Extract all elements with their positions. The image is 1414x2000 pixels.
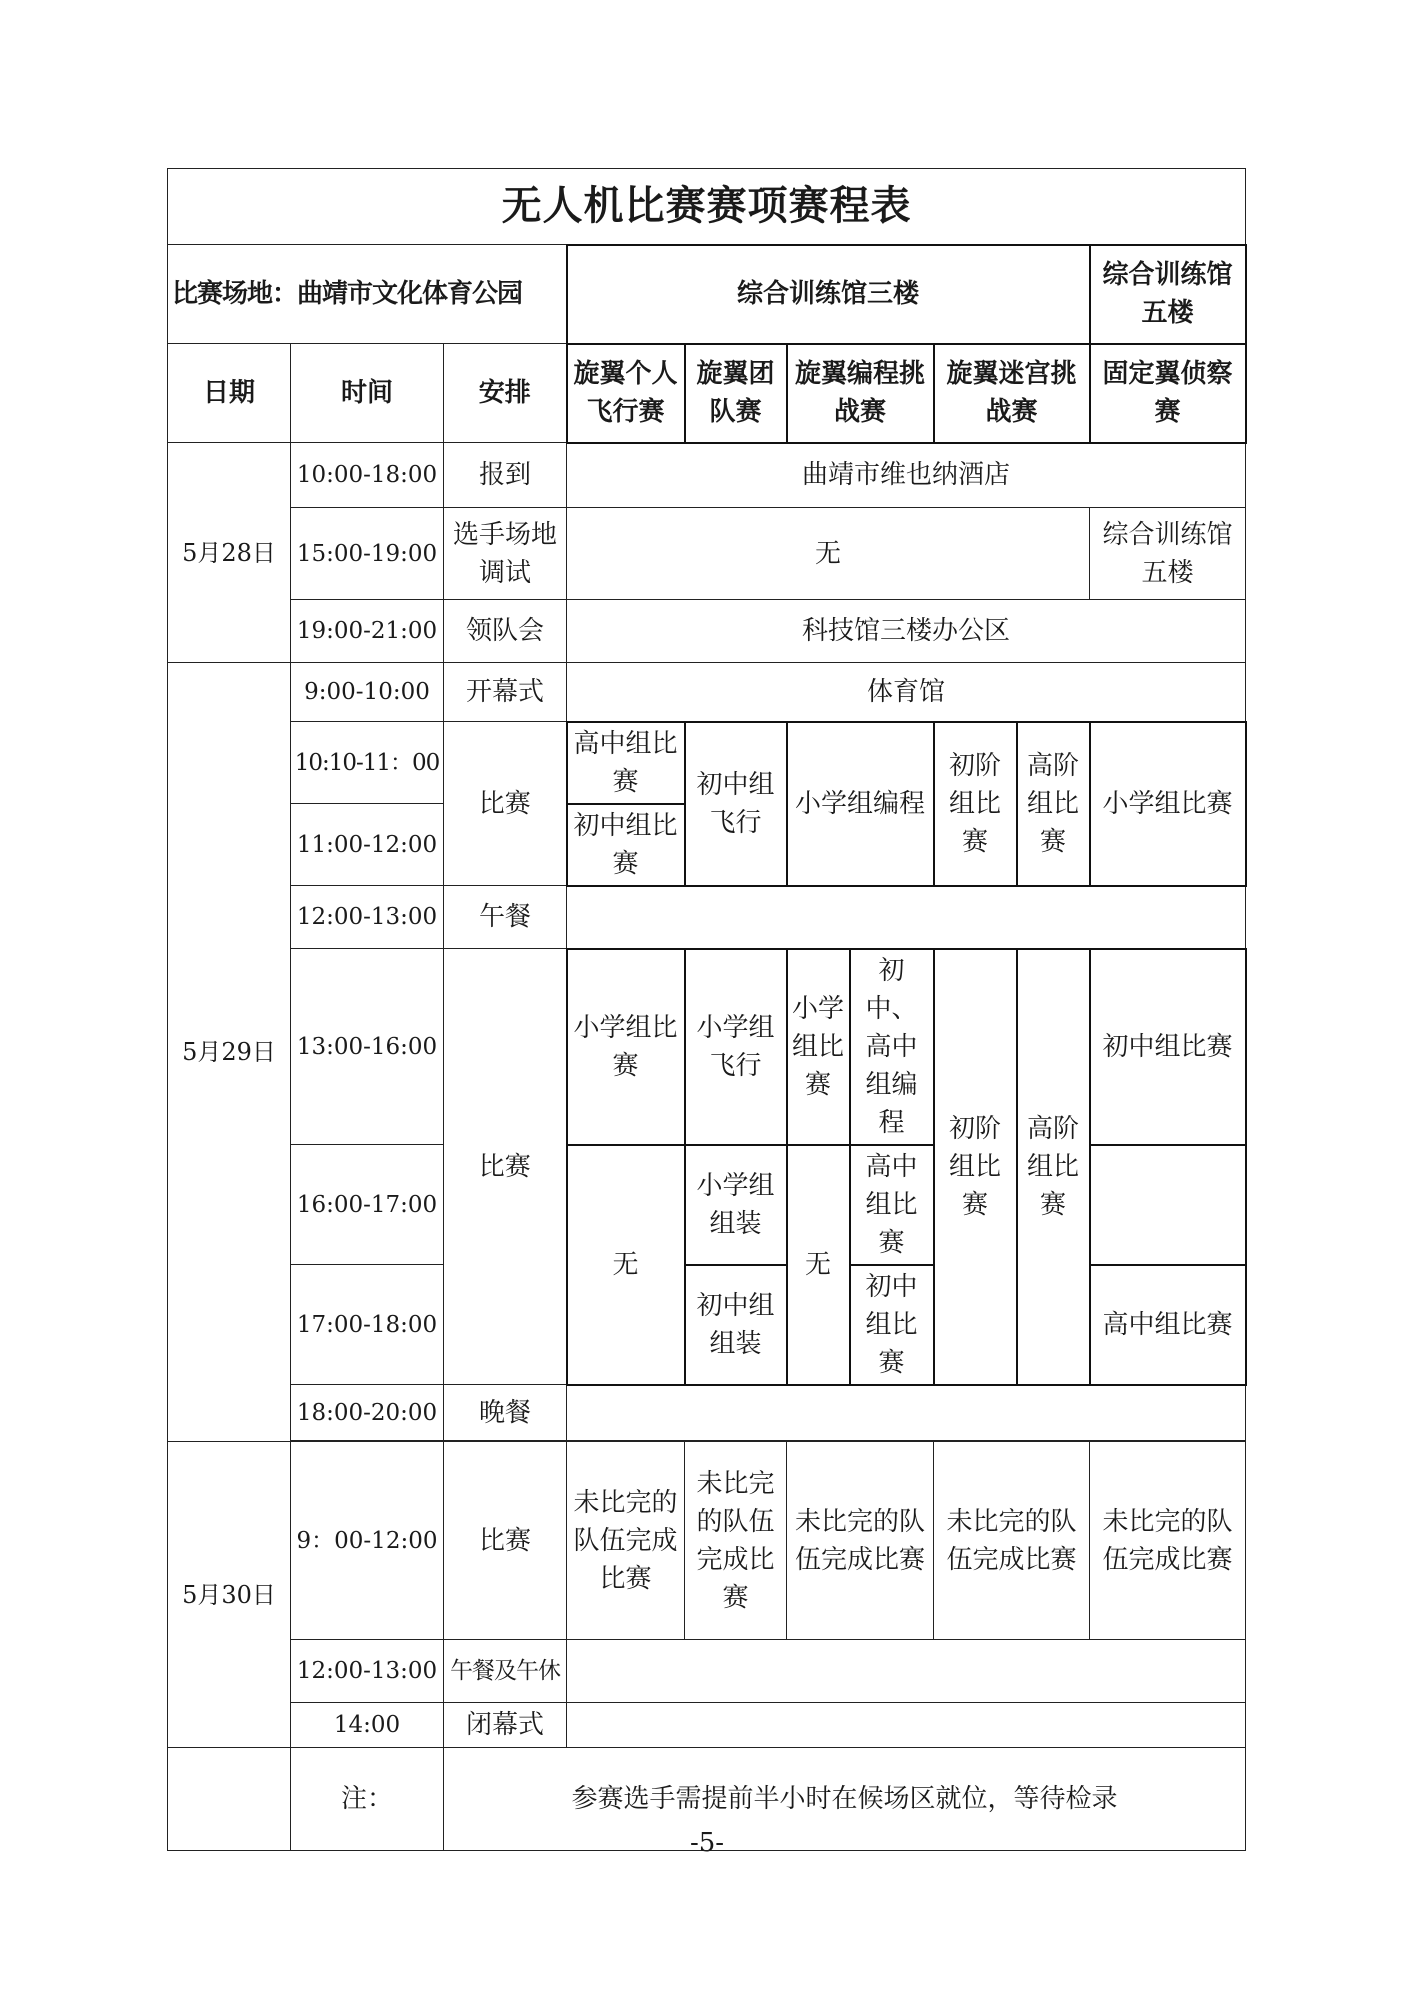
time-cell: 9：00-12:00 xyxy=(291,1442,444,1640)
arrange-cell: 选手场地调试 xyxy=(444,508,567,600)
arrange-cell: 比赛 xyxy=(444,1442,567,1640)
event-cell: 无 xyxy=(567,1145,685,1385)
event-header-team: 旋翼团队赛 xyxy=(685,344,787,443)
building-5f-header: 综合训练馆五楼 xyxy=(1090,245,1246,344)
place-cell: 科技馆三楼办公区 xyxy=(567,600,1246,663)
date-cell-29: 5月29日 xyxy=(168,663,291,1442)
date-header: 日期 xyxy=(168,344,291,443)
event-cell: 高阶组比赛 xyxy=(1017,722,1090,886)
time-cell: 10:00-18:00 xyxy=(291,443,444,508)
arrange-cell: 午餐 xyxy=(444,886,567,949)
time-cell: 13:00-16:00 xyxy=(291,949,444,1145)
arrange-cell: 闭幕式 xyxy=(444,1703,567,1748)
event-cell: 未比完的队伍完成比赛 xyxy=(787,1442,934,1640)
event-cell: 初中组组装 xyxy=(685,1265,787,1385)
event-cell: 小学组比赛 xyxy=(567,949,685,1145)
time-cell: 18:00-20:00 xyxy=(291,1385,444,1441)
date-cell-28: 5月28日 xyxy=(168,443,291,663)
event-cell: 高中组比赛 xyxy=(850,1145,934,1265)
event-cell: 未比完的队伍完成比赛 xyxy=(685,1442,787,1640)
event-cell: 小学组飞行 xyxy=(685,949,787,1145)
time-cell: 10:10-11：00 xyxy=(291,722,444,804)
arrange-cell: 比赛 xyxy=(444,949,567,1385)
event-cell: 初阶组比赛 xyxy=(934,722,1017,886)
schedule-table xyxy=(167,168,1247,1851)
event-cell: 初中组比赛 xyxy=(567,804,685,886)
arrange-cell: 午餐及午休 xyxy=(444,1640,567,1703)
building-3f-header: 综合训练馆三楼 xyxy=(567,245,1090,344)
arrange-cell: 领队会 xyxy=(444,600,567,663)
event-cell: 未比完的队伍完成比赛 xyxy=(567,1442,685,1640)
time-cell: 15:00-19:00 xyxy=(291,508,444,600)
event-header-maze: 旋翼迷宫挑战赛 xyxy=(934,344,1090,443)
event-cell: 小学组比赛 xyxy=(1090,722,1246,886)
event-cell: 未比完的队伍完成比赛 xyxy=(934,1442,1090,1640)
arrange-header: 安排 xyxy=(444,344,567,443)
venue-label: 比赛场地：曲靖市文化体育公园 xyxy=(168,245,567,344)
event-cell xyxy=(1090,1145,1246,1265)
event-cell: 小学组编程 xyxy=(787,722,934,886)
date-cell-30: 5月30日 xyxy=(168,1442,291,1748)
empty-cell xyxy=(567,1385,1246,1441)
page-number: -5- xyxy=(689,1828,725,1858)
time-cell: 17:00-18:00 xyxy=(291,1265,444,1385)
time-cell: 11:00-12:00 xyxy=(291,804,444,886)
arrange-cell: 报到 xyxy=(444,443,567,508)
event-cell: 高中组比赛 xyxy=(1090,1265,1246,1385)
time-cell: 16:00-17:00 xyxy=(291,1145,444,1265)
arrange-cell: 晚餐 xyxy=(444,1385,567,1441)
place-cell: 曲靖市维也纳酒店 xyxy=(567,443,1246,508)
arrange-cell: 比赛 xyxy=(444,722,567,886)
page-title: 无人机比赛赛项赛程表 xyxy=(168,169,1246,245)
event-cell: 初中、高中组编程 xyxy=(850,949,934,1145)
place-cell: 体育馆 xyxy=(567,663,1246,722)
empty-cell xyxy=(567,1640,1246,1703)
event-cell: 小学组比赛 xyxy=(787,949,850,1145)
event-header-fixed-wing: 固定翼侦察赛 xyxy=(1090,344,1246,443)
event-cell: 高中组比赛 xyxy=(567,722,685,804)
event-cell: 高阶组比赛 xyxy=(1017,949,1090,1385)
arrange-cell: 开幕式 xyxy=(444,663,567,722)
empty-cell xyxy=(567,1703,1246,1748)
event-cell: 初中组比赛 xyxy=(850,1265,934,1385)
time-cell: 12:00-13:00 xyxy=(291,886,444,949)
event-cell: 小学组组装 xyxy=(685,1145,787,1265)
time-cell: 14:00 xyxy=(291,1703,444,1748)
note-label: 注： xyxy=(291,1748,444,1851)
event-cell: 初阶组比赛 xyxy=(934,949,1017,1385)
event-cell: 未比完的队伍完成比赛 xyxy=(1090,1442,1246,1640)
event-header-programming: 旋翼编程挑战赛 xyxy=(787,344,934,443)
time-cell: 19:00-21:00 xyxy=(291,600,444,663)
event-cell: 无 xyxy=(787,1145,850,1385)
note-text: 参赛选手需提前半小时在候场区就位，等待检录 xyxy=(444,1748,1246,1851)
empty-cell xyxy=(567,886,1246,949)
event-header-individual: 旋翼个人飞行赛 xyxy=(567,344,685,443)
time-cell: 9:00-10:00 xyxy=(291,663,444,722)
event-cell: 初中组比赛 xyxy=(1090,949,1246,1145)
time-cell: 12:00-13:00 xyxy=(291,1640,444,1703)
time-header: 时间 xyxy=(291,344,444,443)
place-cell: 无 xyxy=(567,508,1090,600)
place-cell-5f: 综合训练馆五楼 xyxy=(1090,508,1246,600)
event-cell: 初中组飞行 xyxy=(685,722,787,886)
